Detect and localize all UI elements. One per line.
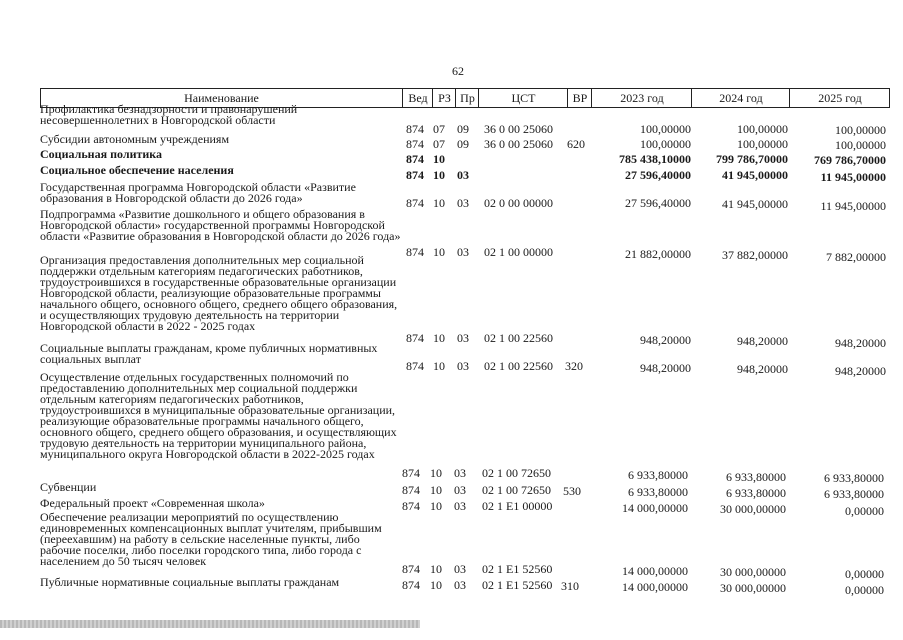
row-cst: 02 1 00 22560: [484, 331, 553, 345]
row-name: Федеральный проект «Современная школа»: [40, 496, 265, 510]
row-pr: 03: [454, 578, 466, 592]
row-rz: 10: [430, 578, 442, 592]
row-2025: 7 882,00000: [826, 250, 886, 264]
row-name: Подпрограмма «Развитие дошкольного и общего образования в Новгородской области» государственной программы Новгородской области «Развитие образования в Новгородской области до 2026 года»: [40, 207, 401, 243]
row-name: Организация предоставления дополнительных мер социальной поддержки отдельным категориям педагогических работников, трудоустроившихся в государственные образовательные организации Новгородской области, реализующие образовательные программы начального общего, основного общего, среднего общего образования, и осуществляющих трудовую деятельность на территории Новгородской области в 2022 - 2025 годах: [40, 253, 398, 333]
row-pr: 03: [454, 466, 466, 480]
row-pr: 03: [457, 196, 469, 210]
header-ved: Вед: [402, 89, 433, 107]
row-name: Обеспечение реализации мероприятий по осуществлению единовременных компенсационных выплат учителям, прибывшим (переехавшим) на работу в сельские населенные пункты, либо рабочие поселки, либо поселки городского типа, либо города с населением до 50 тысяч человек: [40, 510, 382, 568]
row-2025: 0,00000: [845, 504, 884, 518]
row-2025: 0,00000: [845, 583, 884, 597]
row-2025: 6 933,80000: [824, 471, 884, 485]
row-name: Государственная программа Новгородской области «Развитие образования в Новгородской области до 2026 года»: [40, 180, 356, 205]
header-name: Наименование: [184, 91, 259, 105]
row-name: Социальное обеспечение населения: [40, 163, 234, 177]
row-2025: 948,20000: [835, 336, 886, 350]
row-2023: 27 596,40000: [625, 196, 691, 210]
row-rz: 10: [433, 359, 445, 373]
row-2024: 30 000,00000: [720, 502, 786, 516]
row-2024: 37 882,00000: [722, 248, 788, 262]
header-vr: ВР: [567, 89, 592, 107]
row-ved: 874: [406, 331, 424, 345]
row-2023: 948,20000: [640, 361, 691, 375]
row-vr: 620: [567, 137, 585, 151]
row-2023: 100,00000: [640, 137, 691, 151]
row-rz: 07: [433, 137, 445, 151]
row-name: Публичные нормативные социальные выплаты гражданам: [40, 575, 340, 589]
row-ved: 874: [406, 137, 424, 151]
row-pr: 03: [454, 483, 466, 497]
row-ved: 874: [402, 466, 420, 480]
row-rz: 10: [430, 466, 442, 480]
row-2023: 100,00000: [640, 122, 691, 136]
row-2024: 799 786,70000: [716, 152, 788, 166]
header-2025: 2025 год: [789, 89, 890, 107]
header-2024: 2024 год: [691, 89, 790, 107]
row-name: Субсидии автономным учреждениям: [40, 132, 230, 146]
row-2024: 41 945,00000: [722, 197, 788, 211]
row-2023: 948,20000: [640, 333, 691, 347]
row-2024: 100,00000: [737, 137, 788, 151]
row-2025: 948,20000: [835, 364, 886, 378]
row-cst: 02 1 00 72650: [482, 483, 551, 497]
row-rz: 10: [430, 562, 442, 576]
header-rz: РЗ: [432, 89, 456, 107]
row-2024: 30 000,00000: [720, 581, 786, 595]
row-rz: 07: [433, 122, 445, 136]
row-rz: 10: [430, 499, 442, 513]
row-cst: 02 1 00 00000: [484, 245, 553, 259]
row-ved: 874: [402, 578, 420, 592]
row-2025: 0,00000: [845, 567, 884, 581]
row-pr: 03: [457, 331, 469, 345]
row-ved: 874: [406, 359, 424, 373]
row-pr: 03: [457, 168, 469, 182]
row-2024: 6 933,80000: [726, 486, 786, 500]
row-rz: 10: [433, 196, 445, 210]
row-pr: 03: [457, 245, 469, 259]
row-rz: 10: [433, 331, 445, 345]
row-2023: 14 000,00000: [622, 580, 688, 594]
row-2025: 100,00000: [835, 138, 886, 152]
row-name: Осуществление отдельных государственных полномочий по предоставлению дополнительных мер социальной поддержки отдельным категориям педагогических работников, трудоустроившихся в муниципальные образовательные организации, реализующие образовательные программы начального общего, основного общего, среднего общего образования, и осуществляющих трудовую деятельность на территории муниципального района, муниципального округа Новгородской области в 2022-2025 годах: [40, 370, 397, 461]
row-pr: 03: [454, 499, 466, 513]
row-2024: 100,00000: [737, 122, 788, 136]
row-rz: 10: [433, 168, 445, 182]
row-vr: 310: [561, 579, 579, 593]
row-2023: 14 000,00000: [622, 564, 688, 578]
row-pr: 09: [457, 137, 469, 151]
row-ved: 874: [406, 152, 424, 166]
row-2023: 6 933,80000: [628, 468, 688, 482]
header-2023: 2023 год: [591, 89, 692, 107]
row-2023: 27 596,40000: [625, 168, 691, 182]
row-2024: 948,20000: [737, 362, 788, 376]
row-ved: 874: [402, 483, 420, 497]
header-pr: Пр: [455, 89, 479, 107]
row-ved: 874: [402, 499, 420, 513]
row-cst: 02 0 00 00000: [484, 196, 553, 210]
row-cst: 02 1 E1 52560: [482, 562, 553, 576]
row-2023: 21 882,00000: [625, 247, 691, 261]
row-cst: 02 1 00 72650: [482, 466, 551, 480]
scan-edge-strip: [0, 620, 420, 628]
row-ved: 874: [406, 196, 424, 210]
row-cst: 02 1 E1 52560: [482, 578, 553, 592]
row-2023: 6 933,80000: [628, 485, 688, 499]
row-pr: 03: [457, 359, 469, 373]
row-rz: 10: [430, 483, 442, 497]
row-ved: 874: [406, 245, 424, 259]
row-name: Социальная политика: [40, 147, 163, 161]
page-number: 62: [452, 64, 464, 78]
row-rz: 10: [433, 245, 445, 259]
row-2023: 785 438,10000: [619, 152, 691, 166]
row-2024: 30 000,00000: [720, 565, 786, 579]
row-vr: 530: [563, 484, 581, 498]
row-2025: 100,00000: [835, 123, 886, 137]
row-name: Социальные выплаты гражданам, кроме публичных нормативных социальных выплат: [40, 341, 378, 366]
row-ved: 874: [406, 122, 424, 136]
row-rz: 10: [433, 152, 445, 166]
row-vr: 320: [565, 359, 583, 373]
row-2024: 41 945,00000: [722, 168, 788, 182]
row-2025: 11 945,00000: [820, 199, 886, 213]
header-cst: ЦСТ: [478, 89, 568, 107]
row-name: Профилактика безнадзорности и правонарушений несовершеннолетних в Новгородской области: [40, 102, 298, 127]
row-cst: 02 1 E1 00000: [482, 499, 553, 513]
row-ved: 874: [406, 168, 424, 182]
row-2025: 769 786,70000: [814, 153, 886, 167]
row-cst: 02 1 00 22560: [484, 359, 553, 373]
row-cst: 36 0 00 25060: [484, 137, 553, 151]
row-name: Субвенции: [40, 480, 97, 494]
row-ved: 874: [402, 562, 420, 576]
row-2024: 948,20000: [737, 334, 788, 348]
row-pr: 09: [457, 122, 469, 136]
row-2023: 14 000,00000: [622, 501, 688, 515]
row-2025: 6 933,80000: [824, 487, 884, 501]
row-2024: 6 933,80000: [726, 470, 786, 484]
row-pr: 03: [454, 562, 466, 576]
row-cst: 36 0 00 25060: [484, 122, 553, 136]
row-2025: 11 945,00000: [820, 170, 886, 184]
